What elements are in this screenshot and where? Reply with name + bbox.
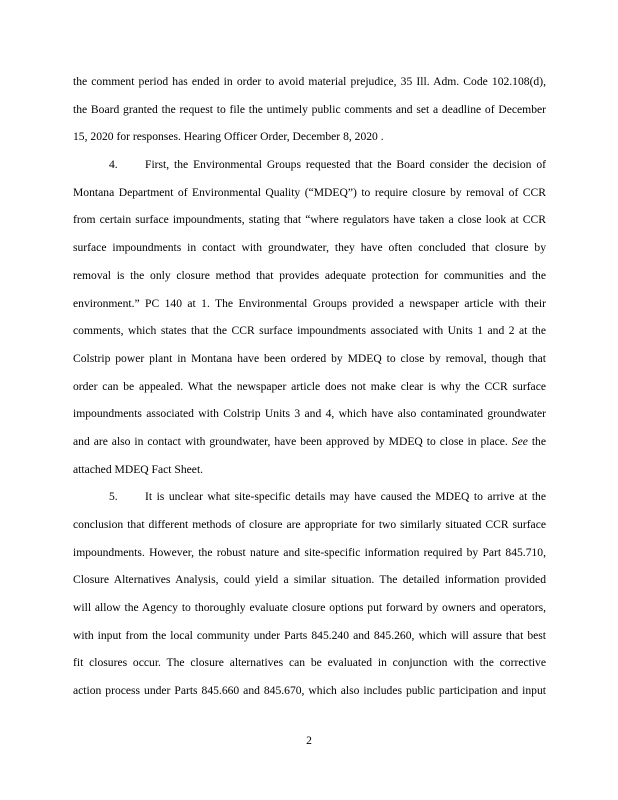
page-number: 2 — [306, 734, 312, 747]
text-line: order can be appealed. What the newspaper article does not make clear is why the CCR surface — [73, 379, 546, 393]
text-line: attached MDEQ Fact Sheet. — [73, 462, 204, 476]
text-line: surface impoundments in contact with groundwater, they have often concluded that closure by — [73, 241, 546, 255]
text-line-with-signal — [73, 428, 546, 456]
text-line: impoundments associated with Colstrip Units 3 and 4, which have also contaminated groundwater — [73, 407, 546, 421]
see-tail: the — [531, 434, 546, 448]
text-line: Montana Department of Environmental Quality (“MDEQ”) to require closure by removal of CCR — [73, 185, 546, 199]
text-line: Colstrip power plant in Montana have been ordered by MDEQ to close by removal, though that — [73, 351, 546, 365]
paragraph-5-first-line — [73, 483, 546, 511]
text-line: and are also in contact with groundwater, have been approved by MDEQ to close in place. — [73, 434, 508, 448]
paragraph-number: 4. — [109, 158, 118, 172]
text-line: comments, which states that the CCR surface impoundments associated with Units 1 and 2 at the — [73, 324, 546, 338]
text-line: 15, 2020 for responses. Hearing Officer Order, December 8, 2020 . — [73, 130, 384, 144]
text-line: First, the Environmental Groups requested that the Board consider the decision of — [145, 158, 546, 172]
text-line: will allow the Agency to thoroughly evaluate closure options put forward by owners and operators, — [73, 601, 546, 615]
text-line: conclusion that different methods of closure are appropriate for two similarly situated CCR surface — [73, 518, 546, 531]
text-line: impoundments. However, the robust nature and site-specific information required by Part 845.710, — [73, 545, 546, 559]
text-line: fit closures occur. The closure alternatives can be evaluated in conjunction with the corrective — [73, 656, 546, 670]
document-body — [73, 68, 546, 705]
text-line: It is unclear what site-specific details may have caused the MDEQ to arrive at the — [145, 490, 546, 504]
text-line: the Board granted the request to file the untimely public comments and set a deadline of December — [73, 102, 546, 116]
text-line: with input from the local community under Parts 845.240 and 845.260, which will assure that best — [73, 628, 546, 642]
text-line: from certain surface impoundments, stating that “where regulators have taken a close look at CCR — [73, 213, 546, 227]
text-line: the comment period has ended in order to avoid material prejudice, 35 Ill. Adm. Code 102.108(d), — [73, 75, 546, 88]
paragraph-number: 5. — [109, 490, 118, 504]
text-line: action process under Parts 845.660 and 845.670, which also includes public participation and input — [73, 684, 546, 698]
text-line: removal is the only closure method that provides adequate protection for communities and the — [73, 268, 546, 282]
see-signal: See — [511, 434, 528, 448]
text-line: environment.” PC 140 at 1. The Environmental Groups provided a newspaper article with their — [73, 296, 546, 310]
paragraph-4-first-line — [73, 151, 546, 179]
text-line: Closure Alternatives Analysis, could yield a similar situation. The detailed information provided — [73, 573, 546, 587]
